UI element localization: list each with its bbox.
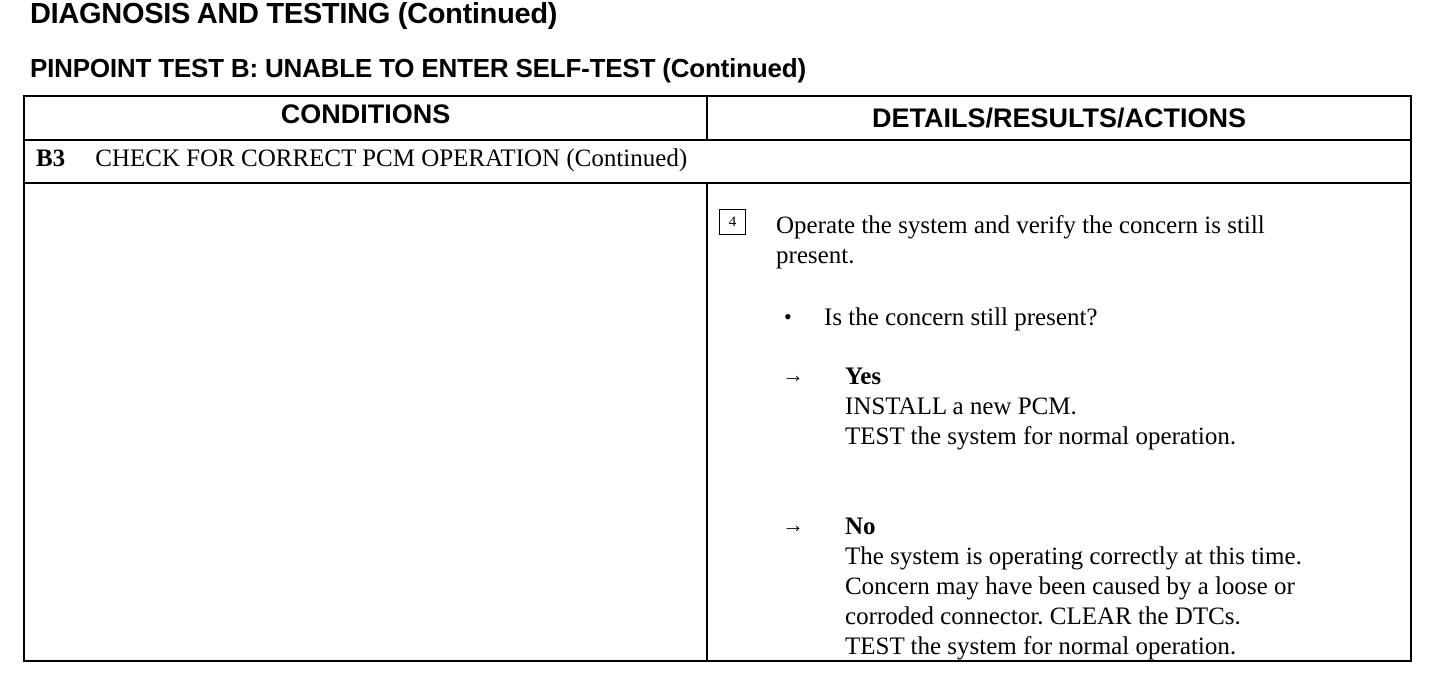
table-border-right	[1410, 95, 1412, 662]
no-label: No	[845, 513, 876, 540]
question-text: Is the concern still present?	[824, 304, 1098, 331]
instruction-line-1: Operate the system and verify the concern is still	[776, 212, 1265, 239]
header-divider	[23, 139, 1412, 141]
yes-action-line-2: TEST the system for normal operation.	[845, 423, 1237, 450]
pinpoint-test-title: PINPOINT TEST B: UNABLE TO ENTER SELF-TEST (Continued)	[30, 53, 806, 83]
yes-action-line-1: INSTALL a new PCM.	[845, 393, 1077, 420]
bullet-icon: •	[784, 304, 792, 329]
body-column-divider	[706, 182, 708, 662]
no-action-line-3: corroded connector. CLEAR the DTCs.	[845, 603, 1241, 630]
arrow-right-icon: →	[782, 512, 804, 537]
step-row-divider	[23, 182, 1412, 184]
page-title: DIAGNOSIS AND TESTING (Continued)	[30, 0, 558, 30]
arrow-right-icon: →	[782, 362, 804, 387]
yes-label: Yes	[845, 363, 882, 390]
column-header-details: DETAILS/RESULTS/ACTIONS	[871, 103, 1246, 133]
step-row	[36, 145, 687, 173]
substep-number-box: 4	[719, 209, 746, 235]
table-border-left	[23, 95, 25, 662]
column-header-conditions: CONDITIONS	[280, 99, 451, 129]
instruction-line-2: present.	[776, 242, 855, 269]
step-title: CHECK FOR CORRECT PCM OPERATION (Continued)	[95, 145, 688, 172]
no-action-line-4: TEST the system for normal operation.	[845, 633, 1237, 660]
no-action-line-1: The system is operating correctly at this time.	[845, 543, 1302, 570]
no-action-line-2: Concern may have been caused by a loose or	[845, 573, 1295, 600]
table-border-top	[23, 95, 1412, 97]
step-id: B3	[36, 145, 66, 172]
